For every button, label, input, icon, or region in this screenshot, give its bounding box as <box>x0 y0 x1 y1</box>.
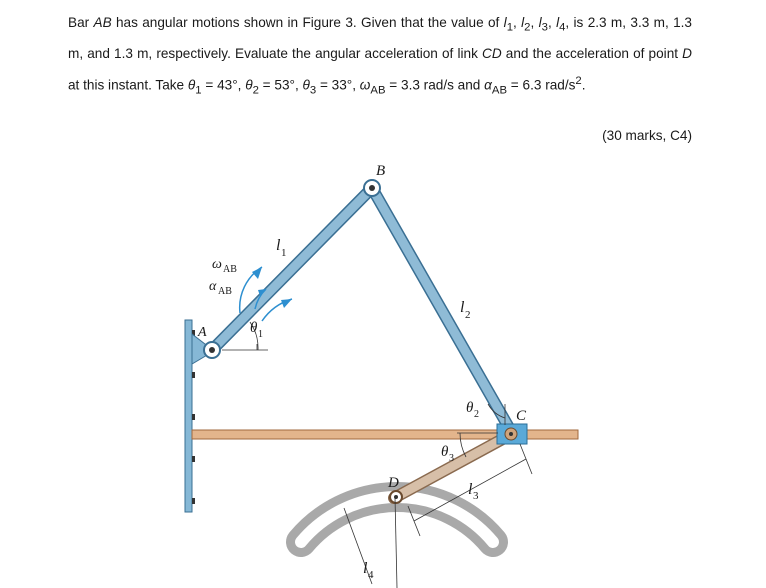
label-d: D <box>388 475 399 491</box>
label-theta1-sub: 1 <box>258 329 263 340</box>
label-theta2: θ <box>466 400 474 416</box>
label-l1-sub: 1 <box>281 247 287 259</box>
label-omega-sub: AB <box>223 264 237 275</box>
collar-c <box>497 424 527 444</box>
label-b: B <box>376 163 386 179</box>
label-theta3-sub: 3 <box>449 453 454 464</box>
label-theta3: θ <box>441 444 449 460</box>
label-l3: l <box>468 481 473 498</box>
label-theta1: θ <box>250 320 258 336</box>
problem-statement: Bar AB has angular motions shown in Figure 3. Given that the value of $l_1$, $l_2$, $l_3$, $l_4$, is 2.3 m, 3.3 m, 1.3 m, and 1.3 m, respectively. Evaluate the angular acceleration of link CD and the acceleration of point D at this instant. Take $\theta_1 = 43^\circ$, $\theta_2 = 53^\circ$, $\theta_3 = 33^\circ$, $\omega_{AB} = 3.3$ rad/s and $\alpha_{AB} = 6.3$ rad/$s^2$. <box>68 15 692 97</box>
label-alpha-sub: AB <box>218 286 232 297</box>
label-l4-sub: 4 <box>368 569 374 581</box>
label-l4: l <box>363 560 368 577</box>
pin-b <box>364 180 380 196</box>
label-a: A <box>198 325 207 340</box>
label-l2-sub: 2 <box>465 309 471 321</box>
link-bc <box>372 188 512 433</box>
pin-a <box>204 342 220 358</box>
label-l2: l <box>460 299 465 316</box>
pin-d <box>390 491 402 503</box>
marks-label: (30 marks, C4) <box>602 128 692 143</box>
label-theta2-sub: 2 <box>474 409 479 420</box>
label-l3-sub: 3 <box>473 490 479 502</box>
label-omega: ω <box>212 257 222 272</box>
label-c: C <box>516 408 527 424</box>
label-alpha: α <box>209 279 217 294</box>
label-l1: l <box>276 237 281 254</box>
link-cd <box>394 435 510 498</box>
